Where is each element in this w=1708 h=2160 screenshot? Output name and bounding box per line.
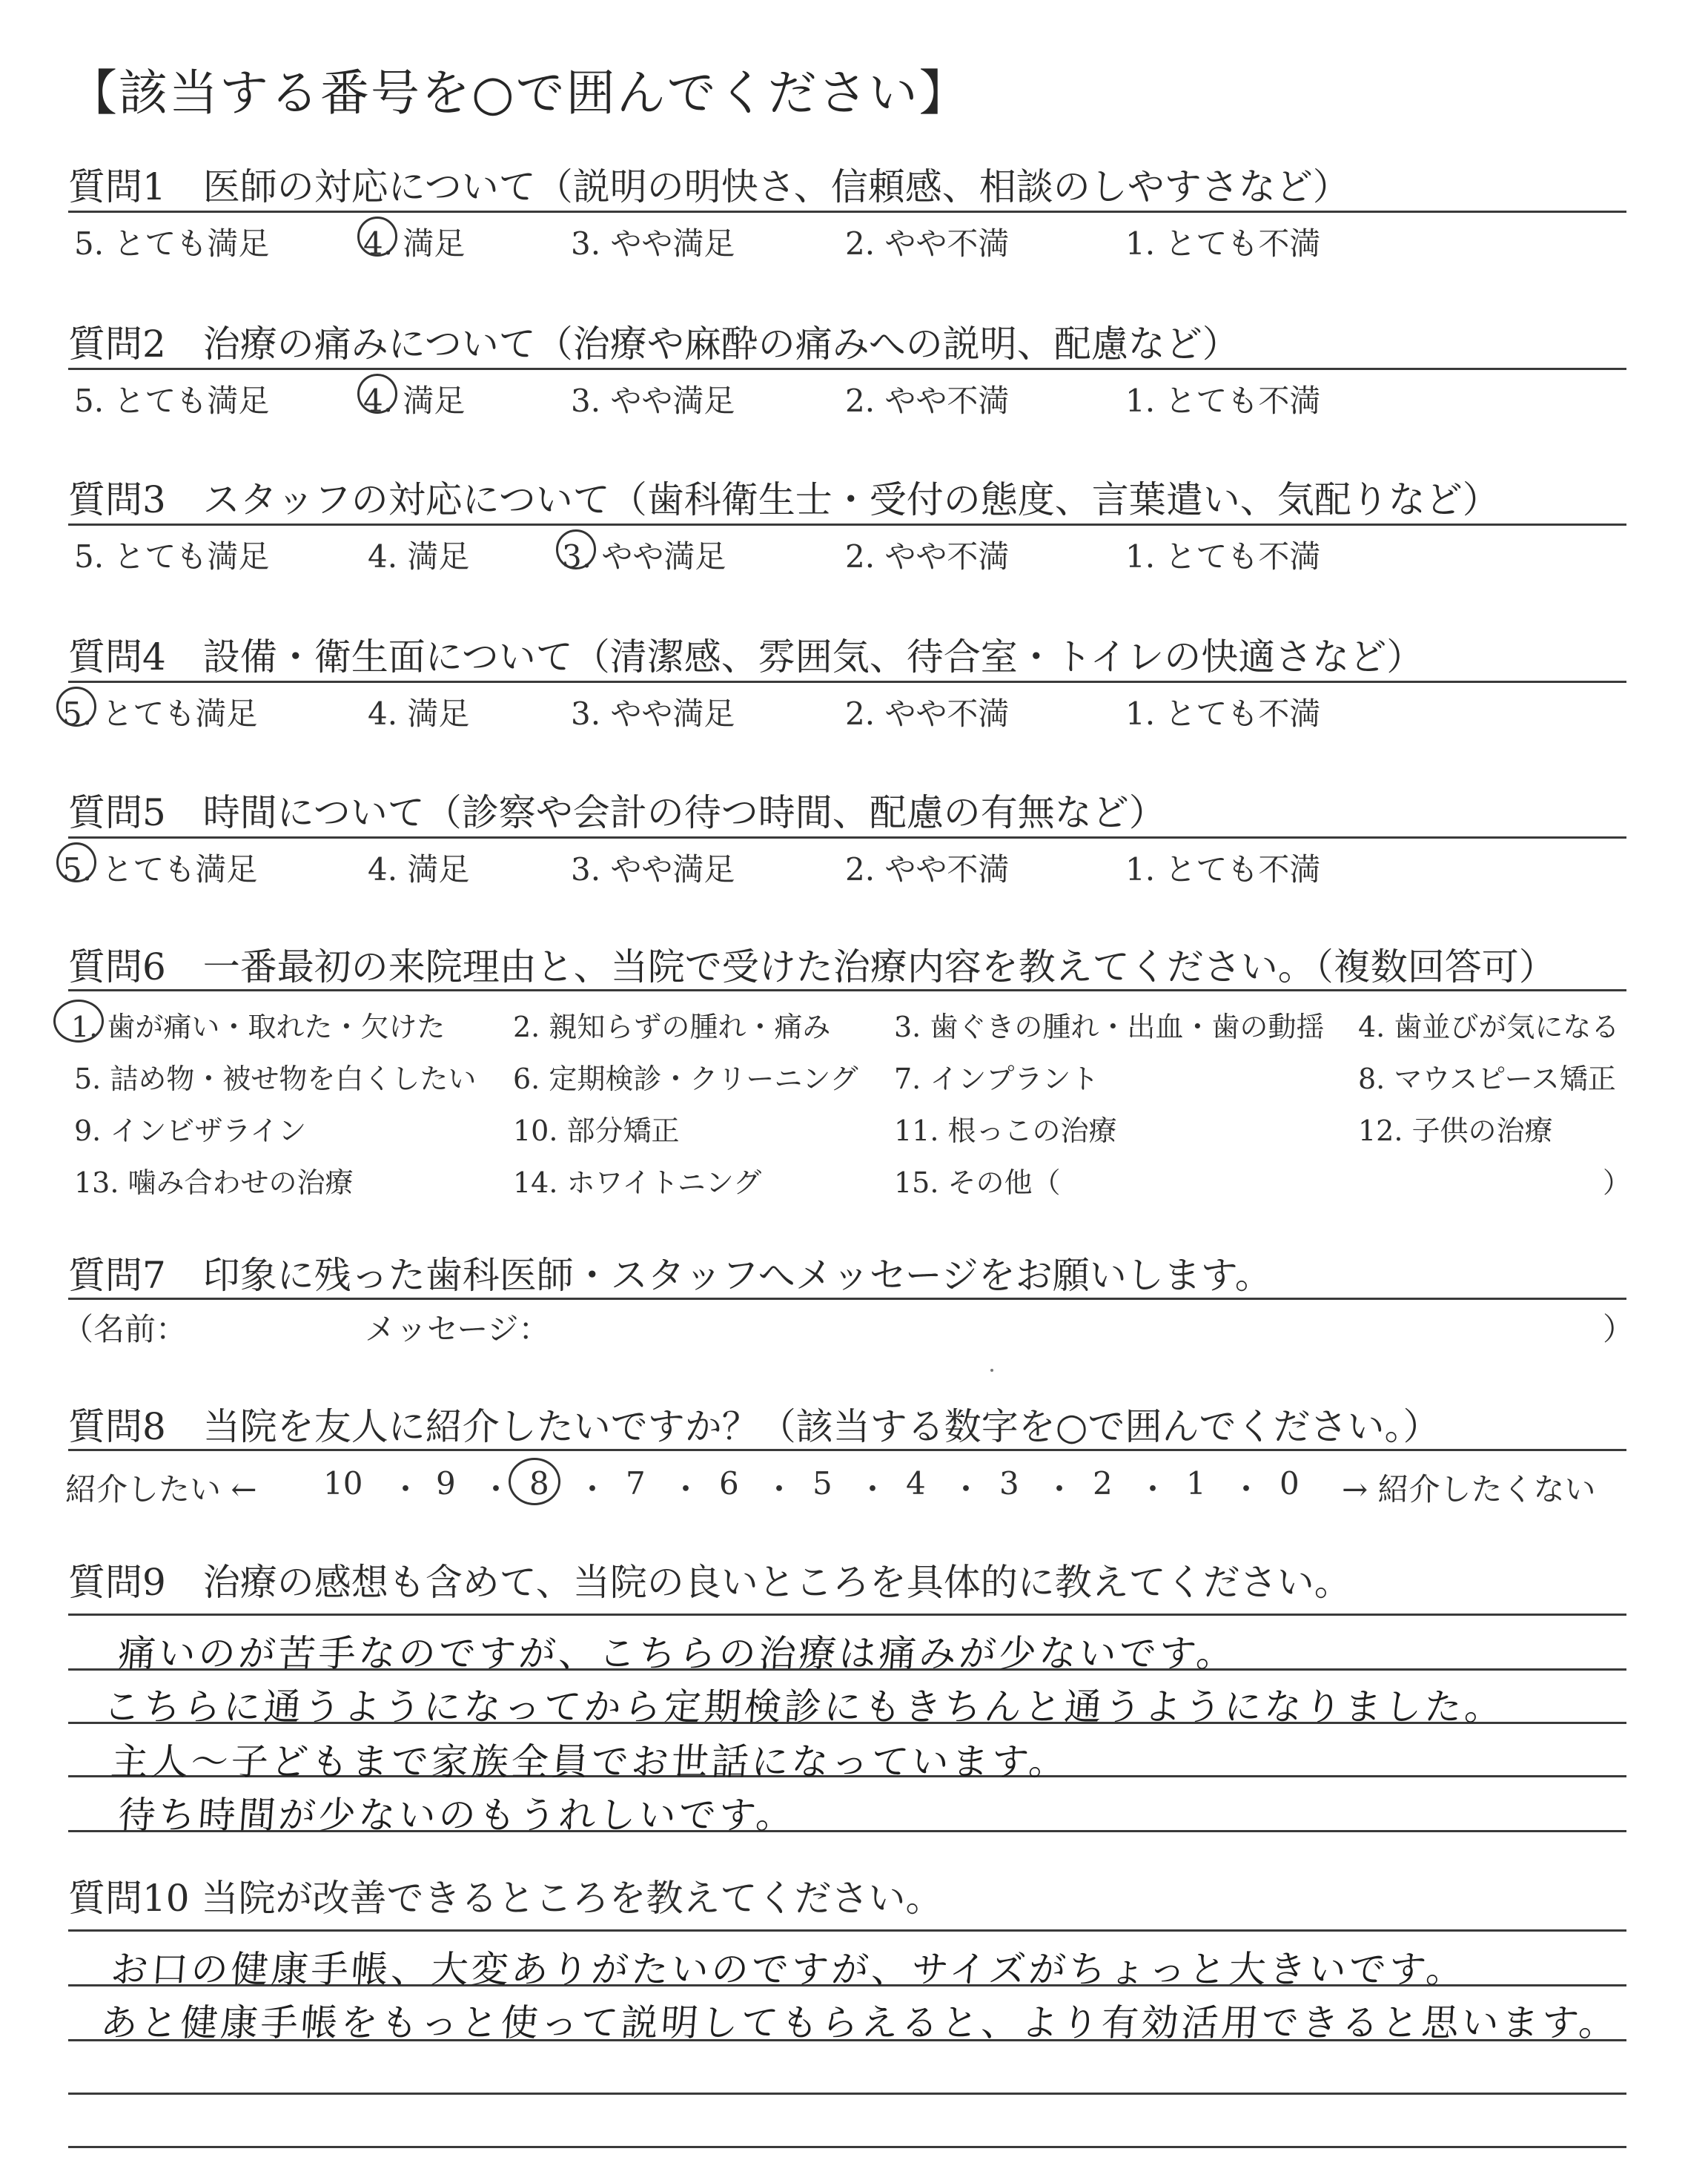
reason-option-8[interactable]: 8. マウスピース矯正 <box>1358 1063 1616 1095</box>
question-1-title: 質問1 医師の対応について（説明の明快さ、信頼感、相談のしやすさなど） <box>68 165 1350 208</box>
option-2[interactable]: 2. やや不満 <box>845 851 1010 888</box>
answer-text-line: こちらに通うようになってから定期検診にもきちんと通うようになりました。 <box>102 1685 1506 1728</box>
option-5[interactable]: 5. とても満足 <box>74 383 270 419</box>
option-4[interactable]: 4. 満足 <box>363 383 466 419</box>
option-5[interactable]: 5. とても満足 <box>74 538 270 575</box>
answer-text-line: 待ち時間が少ないのもうれしいです。 <box>116 1794 798 1837</box>
scale-0[interactable]: 0 <box>1280 1465 1300 1502</box>
reason-option-14[interactable]: 14. ホワイトニング <box>513 1166 762 1199</box>
scale-8[interactable]: 8 <box>529 1465 549 1502</box>
divider <box>68 524 1626 526</box>
option-1[interactable]: 1. とても不満 <box>1125 696 1321 732</box>
reason-option-6[interactable]: 6. 定期検診・クリーニング <box>513 1063 858 1095</box>
scale-dot: ・ <box>390 1471 422 1507</box>
selection-circle <box>556 529 596 569</box>
scale-2[interactable]: 2 <box>1093 1465 1113 1502</box>
scale-dot: ・ <box>764 1471 795 1507</box>
name-label: （名前： <box>62 1311 188 1347</box>
question-6-title: 質問6 一番最初の来院理由と、当院で受けた治療内容を教えてください。（複数回答可） <box>68 945 1556 988</box>
selection-circle <box>357 374 397 414</box>
selection-circle <box>56 687 96 727</box>
reason-option-12[interactable]: 12. 子供の治療 <box>1358 1114 1553 1147</box>
scale-9[interactable]: 9 <box>436 1465 456 1502</box>
option-3[interactable]: 3. やや満足 <box>562 538 726 575</box>
option-5[interactable]: 5. とても満足 <box>62 851 258 888</box>
option-5[interactable]: 5. とても満足 <box>62 696 258 732</box>
answer-line <box>68 2146 1626 2148</box>
scale-10[interactable]: 10 <box>323 1465 363 1502</box>
question-5-title: 質問5 時間について（診察や会計の待つ時間、配慮の有無など） <box>68 791 1166 834</box>
option-2[interactable]: 2. やや不満 <box>845 225 1010 262</box>
reason-option-4[interactable]: 4. 歯並びが気になる <box>1358 1011 1620 1043</box>
scale-right-label: → 紹介したくない <box>1342 1471 1596 1507</box>
reason-option-13[interactable]: 13. 噛み合わせの治療 <box>74 1166 354 1199</box>
question-9-title: 質問9 治療の感想も含めて、当院の良いところを具体的に教えてください。 <box>68 1561 1351 1604</box>
question-4-title: 質問4 設備・衛生面について（清潔感、雰囲気、待合室・トイレの快適さなど） <box>68 635 1424 678</box>
reason-option-2[interactable]: 2. 親知らずの腫れ・痛み <box>513 1011 831 1043</box>
message-close-paren: ） <box>1603 1311 1635 1347</box>
answer-line <box>68 1929 1626 1932</box>
option-4[interactable]: 4. 満足 <box>368 696 470 732</box>
answer-text-line: あと健康手帳をもっと使って説明してもらえると、より有効活用できると思います。 <box>99 2001 1621 2044</box>
scale-dot: ・ <box>950 1471 982 1507</box>
option-3[interactable]: 3. やや満足 <box>571 851 735 888</box>
divider <box>68 836 1626 839</box>
scale-dot: ・ <box>1137 1471 1169 1507</box>
scale-5[interactable]: 5 <box>812 1465 833 1502</box>
question-3-title: 質問3 スタッフの対応について（歯科衛生士・受付の態度、言葉遣い、気配りなど） <box>68 478 1500 521</box>
scale-dot: ・ <box>1044 1471 1076 1507</box>
option-4[interactable]: 4. 満足 <box>368 851 470 888</box>
answer-line <box>68 2093 1626 2095</box>
option-1[interactable]: 1. とても不満 <box>1125 538 1321 575</box>
reason-option-11[interactable]: 11. 根っこの治療 <box>894 1114 1117 1147</box>
scale-4[interactable]: 4 <box>906 1465 926 1502</box>
reason-option-10[interactable]: 10. 部分矯正 <box>513 1114 680 1147</box>
scale-3[interactable]: 3 <box>999 1465 1019 1502</box>
option-3[interactable]: 3. やや満足 <box>571 696 735 732</box>
scale-dot: ・ <box>1231 1471 1262 1507</box>
reason-option-5[interactable]: 5. 詰め物・被せ物を白くしたい <box>74 1063 477 1095</box>
divider <box>68 989 1626 991</box>
scale-left-label: 紹介したい ← <box>65 1471 257 1507</box>
reason-option-3[interactable]: 3. 歯ぐきの腫れ・出血・歯の動揺 <box>894 1011 1325 1043</box>
option-1[interactable]: 1. とても不満 <box>1125 851 1321 888</box>
option-3[interactable]: 3. やや満足 <box>571 225 735 262</box>
reason-option-15-other[interactable]: 15. その他（ <box>894 1166 1061 1199</box>
selection-circle <box>56 842 96 882</box>
answer-text-line: 痛いのが苦手なのですが、こちらの治療は痛みが少ないです。 <box>116 1632 1238 1675</box>
answer-text-line: お口の健康手帳、大変ありがたいのですが、サイズがちょっと大きいです。 <box>109 1948 1468 1991</box>
reason-option-9[interactable]: 9. インビザライン <box>74 1114 307 1147</box>
option-1[interactable]: 1. とても不満 <box>1125 383 1321 419</box>
divider <box>68 1449 1626 1451</box>
option-3[interactable]: 3. やや満足 <box>571 383 735 419</box>
option-2[interactable]: 2. やや不満 <box>845 696 1010 732</box>
selection-circle <box>53 1000 104 1043</box>
form-instruction-title: 【該当する番号を○で囲んでください】 <box>68 65 970 122</box>
scale-dot: ・ <box>670 1471 702 1507</box>
option-4[interactable]: 4. 満足 <box>363 225 466 262</box>
scan-speck <box>990 1369 993 1372</box>
divider <box>68 1298 1626 1300</box>
question-8-title: 質問8 当院を友人に紹介したいですか？（該当する数字を○で囲んでください。） <box>68 1405 1440 1448</box>
scale-7[interactable]: 7 <box>626 1465 646 1502</box>
divider <box>68 368 1626 370</box>
reason-option-1[interactable]: 1. 歯が痛い・取れた・欠けた <box>71 1011 446 1043</box>
answer-line <box>68 1614 1626 1616</box>
other-close-paren: ） <box>1603 1166 1632 1199</box>
scale-dot: ・ <box>857 1471 889 1507</box>
option-2[interactable]: 2. やや不満 <box>845 383 1010 419</box>
question-7-title: 質問7 印象に残った歯科医師・スタッフへメッセージをお願いします。 <box>68 1254 1272 1297</box>
scale-dot: ・ <box>577 1471 609 1507</box>
reason-option-7[interactable]: 7. インプラント <box>894 1063 1099 1095</box>
question-10-title: 質問10 当院が改善できるところを教えてください。 <box>68 1877 943 1920</box>
divider <box>68 211 1626 213</box>
divider <box>68 681 1626 683</box>
message-label: メッセージ： <box>365 1311 550 1347</box>
answer-text-line: 主人〜子どもまで家族全員でお世話になっています。 <box>109 1740 1070 1783</box>
option-2[interactable]: 2. やや不満 <box>845 538 1010 575</box>
option-4[interactable]: 4. 満足 <box>368 538 470 575</box>
question-2-title: 質問2 治療の痛みについて（治療や麻酔の痛みへの説明、配慮など） <box>68 323 1239 366</box>
option-5[interactable]: 5. とても満足 <box>74 225 270 262</box>
selection-circle <box>509 1458 560 1505</box>
scale-1[interactable]: 1 <box>1186 1465 1206 1502</box>
scale-dot: ・ <box>480 1471 512 1507</box>
selection-circle <box>357 217 397 257</box>
option-1[interactable]: 1. とても不満 <box>1125 225 1321 262</box>
scale-6[interactable]: 6 <box>719 1465 739 1502</box>
